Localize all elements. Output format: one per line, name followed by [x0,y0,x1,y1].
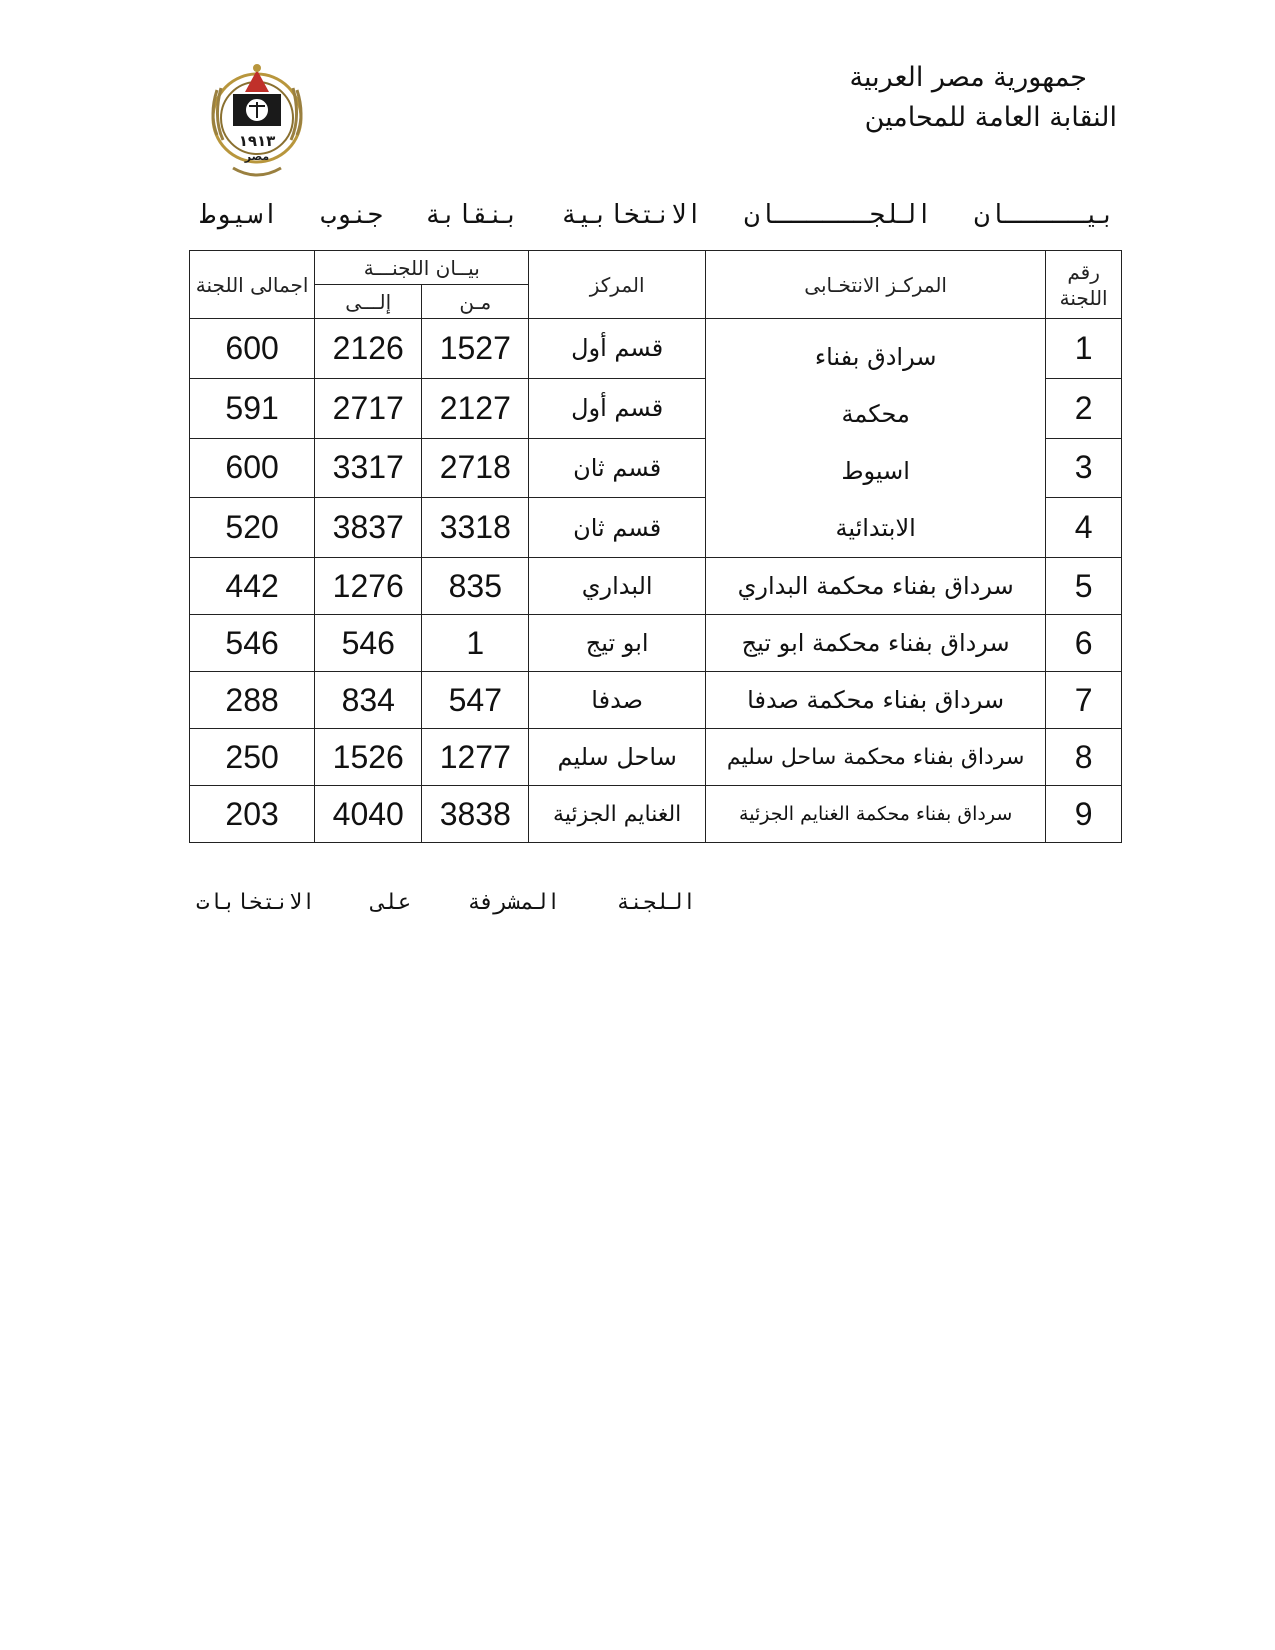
committee-number: 1 [1046,319,1122,379]
committee-number: 4 [1046,498,1122,558]
total-cell: 203 [190,786,315,843]
range-to-cell: 2126 [315,319,422,379]
range-to-cell: 3837 [315,498,422,558]
header-from: مـن [422,285,529,319]
range-from-cell: 2127 [422,378,529,438]
election-center-cell: سرداق بفناء محكمة البداري [706,558,1046,615]
table-row [190,672,1122,729]
svg-text:مصر: مصر [244,150,270,163]
markaz-cell: ابو تيج [529,615,706,672]
election-center-cell: سرداق بفناء محكمة الغنايم الجزئية [706,786,1046,843]
markaz-cell: قسم ثان [529,498,706,558]
total-cell: 442 [190,558,315,615]
merged-center-line: محكمة [841,400,910,428]
merged-election-center [706,319,1046,558]
table-row [190,729,1122,786]
committees-table [189,250,1122,843]
supervising-committee-signature: اللجنة المشرفة على الانتخابات [196,890,696,915]
committee-number: 2 [1046,378,1122,438]
committee-number: 9 [1046,786,1122,843]
organization-name: النقابة العامة للمحامين [864,102,1117,133]
total-cell: 600 [190,319,315,379]
total-cell: 288 [190,672,315,729]
markaz-cell: ساحل سليم [529,729,706,786]
markaz-cell: صدفا [529,672,706,729]
document-title: بيـــــان اللجــــــان الانتخابية بنقابة جنوب اسيوط [200,200,1115,230]
range-from-cell: 1 [422,615,529,672]
svg-text:١٩١٣: ١٩١٣ [238,132,276,150]
committee-number: 7 [1046,672,1122,729]
merged-center-line: الابتدائية [835,514,916,542]
range-to-cell: 4040 [315,786,422,843]
range-to-cell: 1276 [315,558,422,615]
table-row [190,615,1122,672]
election-center-cell: سرداق بفناء محكمة صدفا [706,672,1046,729]
header-range: بيــان اللجنـــة [315,251,529,285]
election-center-cell: سرداق بفناء محكمة ابو تيج [706,615,1046,672]
header-committee-number: رقم اللجنة [1046,251,1122,319]
header-election-center: المركـز الانتخـابى [706,251,1046,319]
committee-number: 8 [1046,729,1122,786]
range-to-cell: 1526 [315,729,422,786]
header-markaz: المركز [529,251,706,319]
range-to-cell: 3317 [315,438,422,498]
issuer-header [697,58,1117,138]
range-from-cell: 1527 [422,319,529,379]
range-to-cell: 546 [315,615,422,672]
markaz-cell: قسم أول [529,319,706,379]
range-from-cell: 1277 [422,729,529,786]
markaz-cell: الغنايم الجزئية [529,786,706,843]
total-cell: 591 [190,378,315,438]
range-from-cell: 2718 [422,438,529,498]
total-cell: 250 [190,729,315,786]
table-row [190,786,1122,843]
markaz-cell: قسم ثان [529,438,706,498]
election-center-cell: سرداق بفناء محكمة ساحل سليم [706,729,1046,786]
header-to: إلـــى [315,285,422,319]
merged-center-line: سرادق بفناء [814,343,937,371]
markaz-cell: البداري [529,558,706,615]
range-from-cell: 547 [422,672,529,729]
committee-number: 6 [1046,615,1122,672]
committee-number: 5 [1046,558,1122,615]
merged-center-line: اسيوط [841,457,910,485]
syndicate-logo [203,60,311,182]
total-cell: 520 [190,498,315,558]
header-total: اجمالى اللجنة [190,251,315,319]
range-to-cell: 834 [315,672,422,729]
country-name: جمهورية مصر العربية [849,62,1087,93]
range-from-cell: 3318 [422,498,529,558]
range-from-cell: 3838 [422,786,529,843]
table-row [190,558,1122,615]
committee-number: 3 [1046,438,1122,498]
total-cell: 546 [190,615,315,672]
range-from-cell: 835 [422,558,529,615]
markaz-cell: قسم أول [529,378,706,438]
total-cell: 600 [190,438,315,498]
range-to-cell: 2717 [315,378,422,438]
table-row [190,319,1122,379]
